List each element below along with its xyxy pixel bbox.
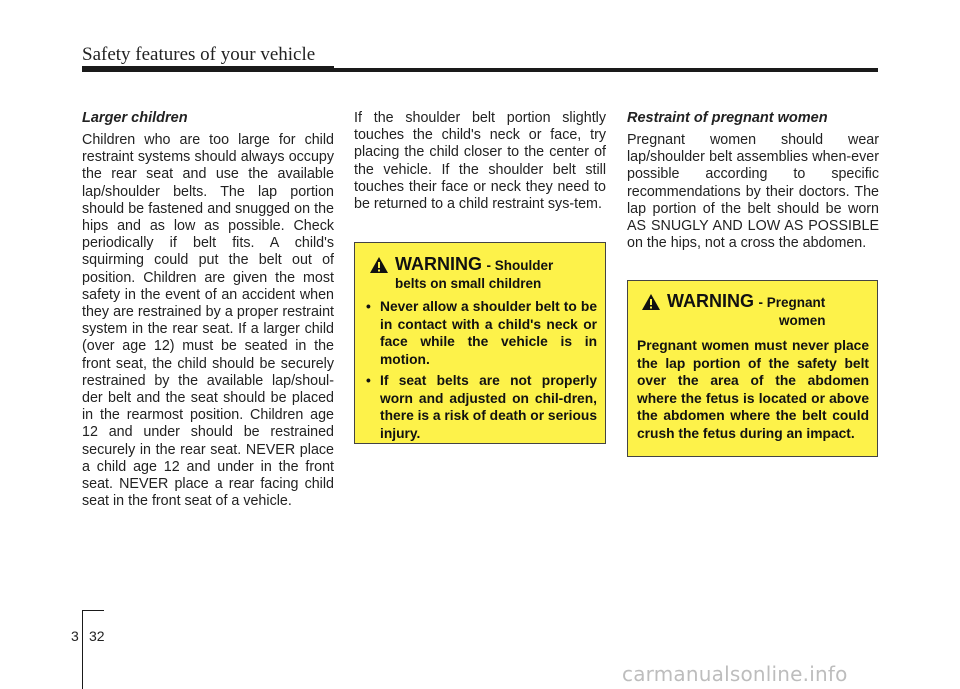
warning-list xyxy=(365,298,597,442)
subhead-pregnant-women: Restraint of pregnant women xyxy=(627,110,828,126)
warning-triangle-icon xyxy=(369,256,389,274)
warning-subtitle: - Pregnant xyxy=(758,295,826,310)
warning-subtitle-cont: women xyxy=(779,313,826,328)
warning-item: • If seat belts are not properly worn and adjusted on chil-dren, there is a risk of death or serious injury. xyxy=(365,372,597,442)
warning-box-pregnant-women xyxy=(627,280,878,457)
warning-subtitle: - Shoulder xyxy=(486,258,554,273)
pregnant-women-text: Pregnant women should wear lap/shoulder belt assemblies when-ever possible according to specific recommendations by their doctors. The lap portion of the belt should be worn AS SNUGLY AND LOW AS POSSIBLE on the hips, not a cross the abdomen. xyxy=(627,132,879,252)
warning-box-shoulder-belts xyxy=(354,242,606,444)
column-shoulder-belt xyxy=(354,110,606,213)
footer-rule xyxy=(82,610,83,689)
footer-rule-tick xyxy=(82,610,104,611)
subhead-larger-children: Larger children xyxy=(82,110,188,126)
warning-word: WARNING xyxy=(395,254,482,274)
larger-children-text: Children who are too large for child restraint systems should always occupy the rear seat and use the available lap/shoulder belts. The lap portion should be fastened and snugged on the hips and as low as possible. Check periodically if belt fits. A child's squirming could put the belt out of position. Children are given the most safety in the event of an accident when they are restrained by a proper restraint system in the rear seat. If a larger child (over age 12) must be seated in the front seat, the child should be securely restrained by the available lap/shoul-der belt and the seat should be placed in the rearmost position. Children age 12 and under should be restrained securely in the rear seat. NEVER place a child age 12 and under in the front seat. NEVER place a rear facing child seat in the front seat of a vehicle. xyxy=(82,132,334,510)
header-title: Safety features of your vehicle xyxy=(82,44,316,65)
warning-triangle-icon xyxy=(641,293,661,311)
warning-subtitle-cont: belts on small children xyxy=(395,276,542,291)
warning-header xyxy=(637,292,869,312)
page-number: 32 xyxy=(89,628,105,644)
header-rule-accent xyxy=(82,66,334,72)
column-larger-children xyxy=(82,110,334,510)
warning-item: • Never allow a shoulder belt to be in contact with a child's neck or face while the vehicle is in motion. xyxy=(365,298,597,368)
warning-word: WARNING xyxy=(667,291,754,311)
section-number: 3 xyxy=(71,628,79,644)
column-pregnant-women xyxy=(627,110,879,252)
warning-body: Pregnant women must never place the lap portion of the safety belt over the area of the abdomen where the fetus is located or above the abdomen where the belt could crush the fetus during an impact. xyxy=(637,338,869,441)
warning-header xyxy=(365,255,597,275)
watermark: carmanualsonline.info xyxy=(622,662,848,686)
shoulder-belt-text: If the shoulder belt portion slightly touches the child's neck or face, try placing the child closer to the center of the vehicle. If the shoulder belt still touches their face or neck they need to be returned to a child restraint sys-tem. xyxy=(354,110,606,213)
